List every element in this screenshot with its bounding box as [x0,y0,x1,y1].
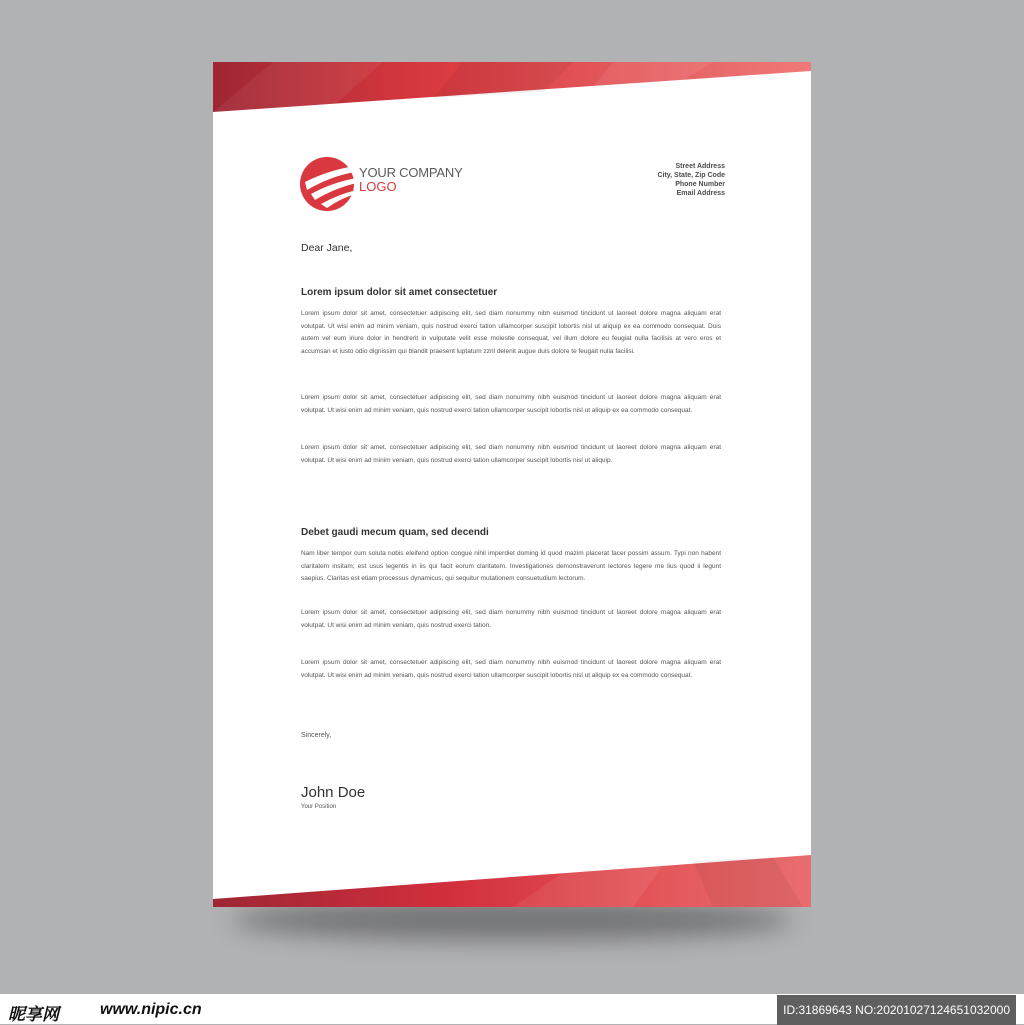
city-state-zip: City, State, Zip Code [657,172,725,179]
salutation: Dear Jane, [301,242,353,254]
signature-title: Your Position [301,804,337,810]
paragraph-2: Lorem ipsum dolor sit amet, consectetuer adipiscing elit, sed diam nonummy nibh euismod tincidunt ut laoreet dolore magna aliquam erat volutpat. Ut wisi enim ad minim veniam, quis nostrud exerci tation ullamcorper suscipit lobortis nisl ut aliquip ex ea commodo consequat. [301,394,721,414]
image-id-badge: ID:31869643 NO:20201027124651032000 [777,995,1016,1025]
site-logo: 昵享网 [8,1005,59,1024]
section-heading-1: Lorem ipsum dolor sit amet consectetuer [301,287,498,298]
street-address: Street Address [675,163,725,170]
footer-band [213,855,811,907]
signature-name: John Doe [301,784,366,801]
paragraph-3: Lorem ipsum dolor sit amet, consectetuer adipiscing elit, sed diam nonummy nibh euismod tincidunt ut laoreet dolore magna aliquam erat volutpat. Ut wisi enim ad minim veniam, quis nostrud exerci tation ullamcorper suscipit lobortis nisl ut aliquip. [301,444,721,464]
closing: Sincerely, [301,732,332,739]
email-address: Email Address [676,190,725,197]
paragraph-1: Lorem ipsum dolor sit amet, consectetuer adipiscing elit, sed diam nonummy nibh euismod tincidunt ut laoreet dolore magna aliquam erat volutpat. Ut wisi enim ad minim veniam, quis nostrud exerci tation ullamcorper suscipit lobortis nisl ut aliquip ex ea commodo consequat. Duis autem vel eum iriure dolor in hendrerit in vulputate velit esse molestie consequat, vel illum dolore eu feugiat nulla facilisis at vero eros et accumsan et iusto odio dignissim qui blandit praesent luptatum zzril delenit augue duis dolore te feugait nulla facilisi. [301,310,721,355]
company-name [359,166,463,194]
sphere-logo-icon [299,156,359,212]
site-url: www.nipic.cn [100,1001,202,1018]
company-name-line1: YOUR COMPANY [359,165,463,180]
letterhead-page [213,62,811,907]
phone-number: Phone Number [675,181,725,188]
header-band [213,62,811,112]
paragraph-6: Lorem ipsum dolor sit amet, consectetuer adipiscing elit, sed diam nonummy nibh euismod tincidunt ut laoreet dolore magna aliquam erat volutpat. Ut wisi enim ad minim veniam, quis nostrud exerci tation ullamcorper suscipit lobortis nisl ut aliquip ex ea commodo consequat. [301,659,721,679]
paragraph-5: Lorem ipsum dolor sit amet, consectetuer adipiscing elit, sed diam nonummy nibh euismod tincidunt ut laoreet dolore magna aliquam erat volutpat. Ut wisi enim ad minim veniam, quis nostrud exerci tation. [301,609,721,629]
company-name-line2: LOGO [359,179,397,194]
address-block [657,162,725,198]
section-heading-2: Debet gaudi mecum quam, sed decendi [301,527,489,538]
paragraph-4: Nam liber tempor cum soluta nobis eleifend option congue nihil imperdiet doming id quod mazim placerat facer possim assum. Typi non habent claritatem insitam; est usus legentis in iis qui facit eorum claritatem. Investigationes demonstraverunt lectores legere me lius quod ii legunt saepius. Claritas est etiam processus dynamicus, qui sequitur mutationem consuetudium lectorum. [301,550,721,582]
